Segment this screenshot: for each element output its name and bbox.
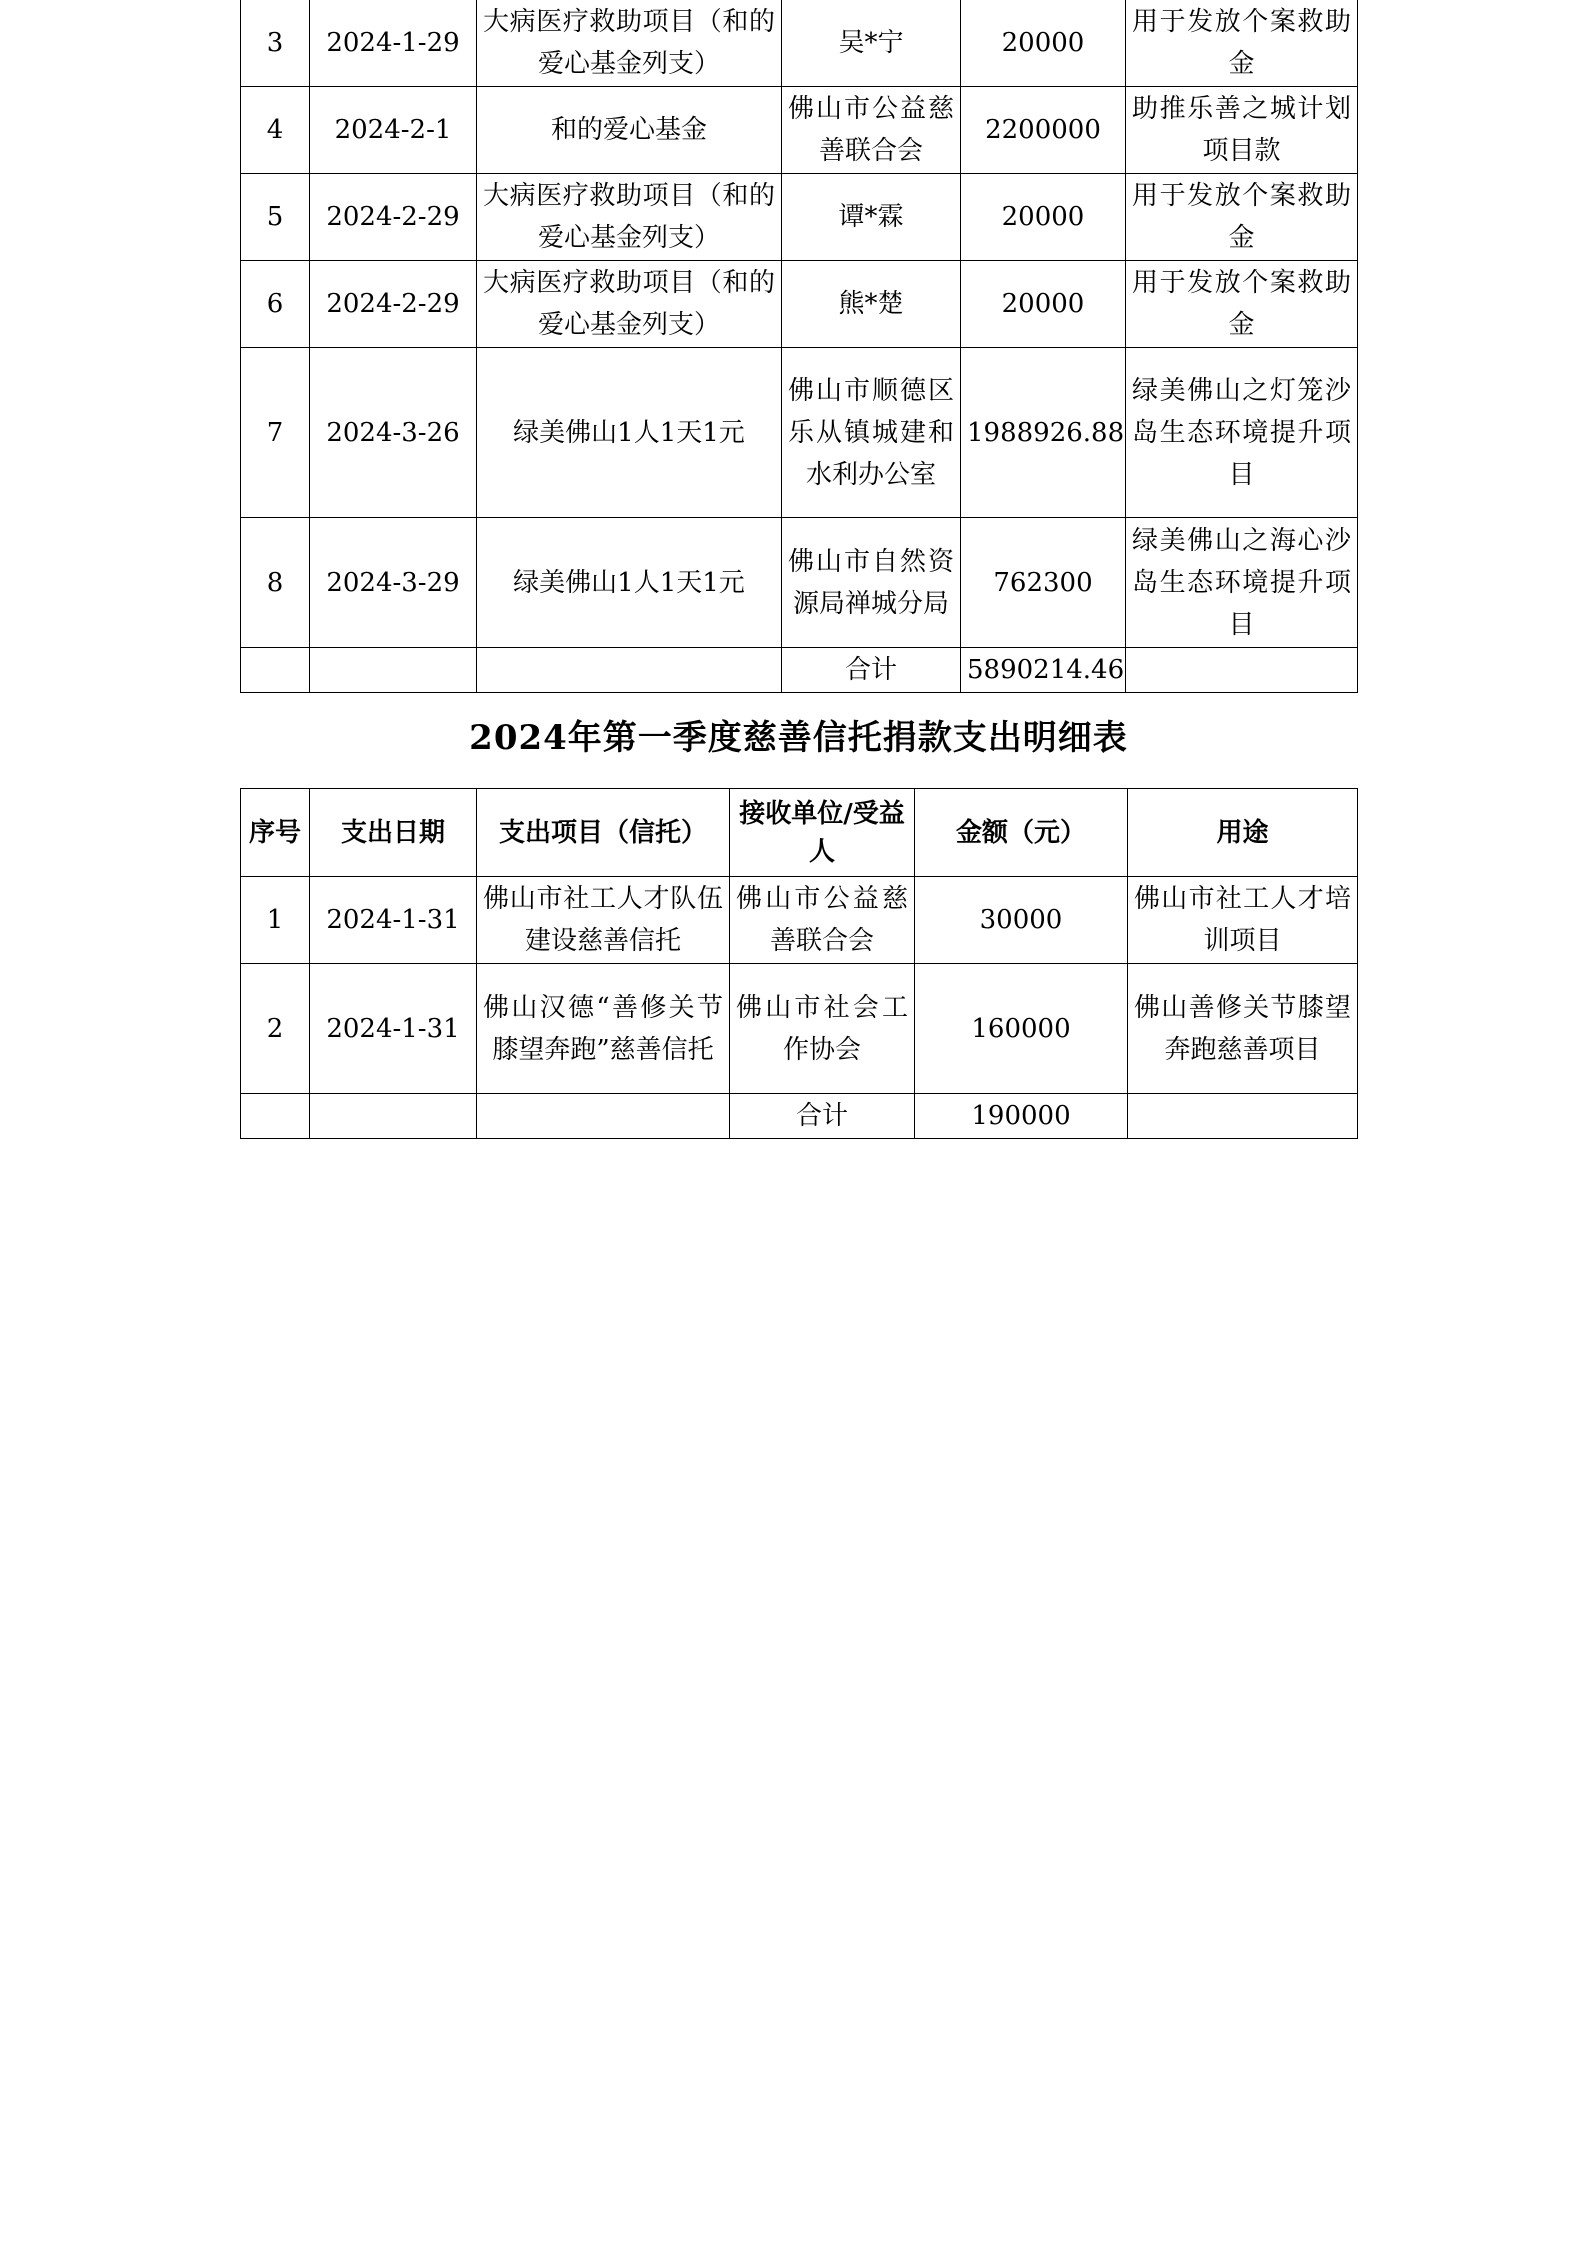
row-date: 2024-3-26 [310,348,477,518]
row-recipient: 佛山市公益慈善联合会 [782,87,961,174]
total-amount: 190000 [915,1094,1128,1139]
row-recipient: 佛山市顺德区乐从镇城建和水利办公室 [782,348,961,518]
row-date: 2024-2-1 [310,87,477,174]
row-project: 和的爱心基金 [477,87,782,174]
total-empty-cell [241,1094,310,1139]
row-no: 2 [241,964,310,1094]
row-no: 5 [241,174,310,261]
section-title: 2024年第一季度慈善信托捐款支出明细表 [469,718,1128,758]
row-recipient: 佛山市自然资源局禅城分局 [782,518,961,648]
row-amount: 20000 [961,261,1126,348]
row-purpose: 助推乐善之城计划项目款 [1126,87,1358,174]
row-date: 2024-3-29 [310,518,477,648]
total-empty-cell [1126,648,1358,693]
row-amount: 2200000 [961,87,1126,174]
total-empty-cell [310,1094,477,1139]
row-no: 1 [241,877,310,964]
row-project: 大病医疗救助项目（和的爱心基金列支） [477,174,782,261]
total-label: 合计 [730,1094,915,1139]
row-no: 4 [241,87,310,174]
row-project: 大病医疗救助项目（和的爱心基金列支） [477,261,782,348]
total-empty-cell [241,648,310,693]
row-recipient: 熊*楚 [782,261,961,348]
row-purpose: 佛山市社工人才培训项目 [1128,877,1358,964]
row-project: 绿美佛山1人1天1元 [477,348,782,518]
table-header-row [241,789,1358,877]
table-row [241,0,1358,87]
row-amount: 762300 [961,518,1126,648]
row-recipient: 佛山市社会工作协会 [730,964,915,1094]
row-amount: 20000 [961,174,1126,261]
row-purpose: 用于发放个案救助金 [1126,261,1358,348]
header-purpose: 用途 [1128,789,1358,877]
row-purpose: 佛山善修关节膝望奔跑慈善项目 [1128,964,1358,1094]
donation-expenditure-table-continued [240,0,1358,693]
table-total-row [241,648,1358,693]
row-recipient: 吴*宁 [782,0,961,87]
row-purpose: 用于发放个案救助金 [1126,0,1358,87]
row-no: 7 [241,348,310,518]
row-date: 2024-2-29 [310,174,477,261]
table-row [241,964,1358,1094]
header-project: 支出项目（信托） [477,789,730,877]
header-amount: 金额（元） [915,789,1128,877]
table-row [241,261,1358,348]
header-date: 支出日期 [310,789,477,877]
row-date: 2024-1-31 [310,877,477,964]
row-no: 6 [241,261,310,348]
table-row [241,518,1358,648]
header-recipient: 接收单位/受益人 [730,789,915,877]
row-amount: 20000 [961,0,1126,87]
total-empty-cell [310,648,477,693]
row-purpose: 绿美佛山之灯笼沙岛生态环境提升项目 [1126,348,1358,518]
row-amount: 1988926.88 [961,348,1126,518]
row-date: 2024-2-29 [310,261,477,348]
table-total-row [241,1094,1358,1139]
row-date: 2024-1-31 [310,964,477,1094]
row-project: 佛山汉德“善修关节 膝望奔跑”慈善信托 [477,964,730,1094]
row-project: 大病医疗救助项目（和的爱心基金列支） [477,0,782,87]
row-amount: 30000 [915,877,1128,964]
header-no: 序号 [241,789,310,877]
row-no: 3 [241,0,310,87]
row-no: 8 [241,518,310,648]
total-amount: 5890214.46 [961,648,1126,693]
row-project: 佛山市社工人才队伍建设慈善信托 [477,877,730,964]
row-purpose: 绿美佛山之海心沙岛生态环境提升项目 [1126,518,1358,648]
total-empty-cell [477,648,782,693]
table-row [241,174,1358,261]
table-row [241,87,1358,174]
row-amount: 160000 [915,964,1128,1094]
total-empty-cell [1128,1094,1358,1139]
row-purpose: 用于发放个案救助金 [1126,174,1358,261]
row-project: 绿美佛山1人1天1元 [477,518,782,648]
row-recipient: 谭*霖 [782,174,961,261]
row-date: 2024-1-29 [310,0,477,87]
total-empty-cell [477,1094,730,1139]
total-label: 合计 [782,648,961,693]
table-row [241,348,1358,518]
row-recipient: 佛山市公益慈善联合会 [730,877,915,964]
trust-expenditure-table [240,788,1358,1139]
table-row [241,877,1358,964]
